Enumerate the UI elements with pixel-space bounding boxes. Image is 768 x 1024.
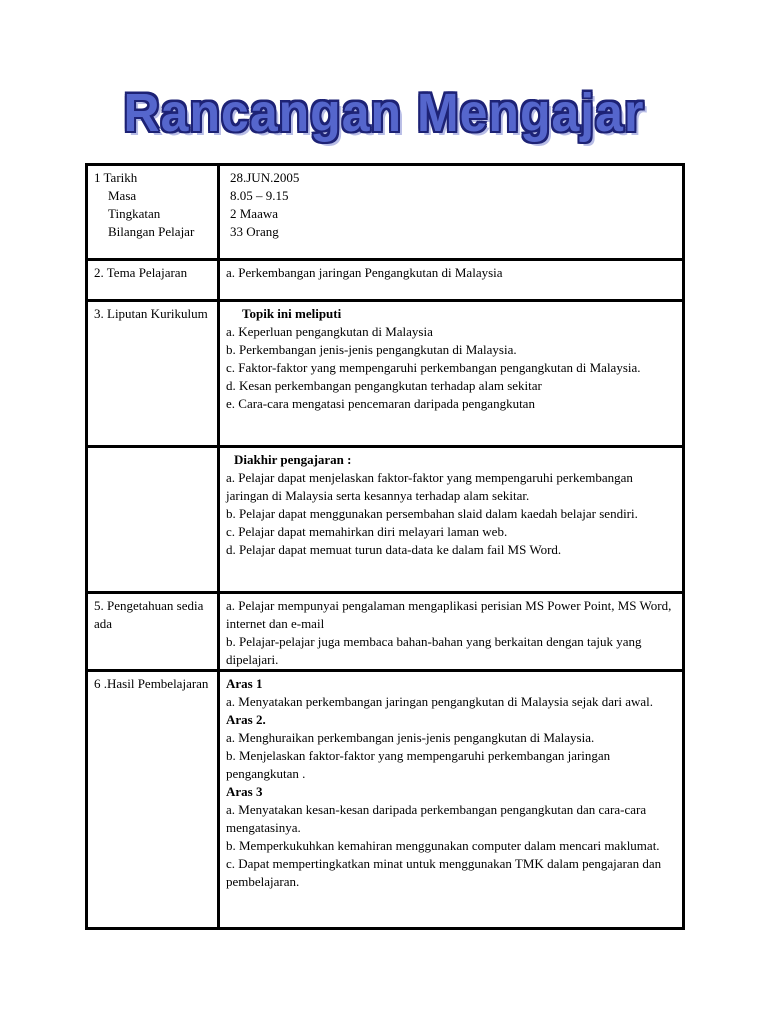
value-tingkatan: 2 Maawa <box>230 206 279 221</box>
table-row <box>87 165 684 260</box>
list-item: c. Pelajar dapat memahirkan diri melayari laman web. <box>226 524 508 539</box>
table-row <box>87 671 684 929</box>
list-item: a. Menyatakan kesan-kesan daripada perkembangan pengangkutan dan cara-cara mengatasinya. <box>226 802 647 835</box>
row-content-cell <box>219 447 684 593</box>
aras-1-heading: Aras 1 <box>226 676 263 691</box>
list-item: b. Perkembangan jenis-jenis pengangkutan di Malaysia. <box>226 342 517 357</box>
list-item: d. Pelajar dapat memuat turun data-data ke dalam fail MS Word. <box>226 542 562 557</box>
list-item: b. Menjelaskan faktor-faktor yang mempengaruhi perkembangan jaringan pengangkutan . <box>226 748 611 781</box>
table-row <box>87 593 684 671</box>
row-content-cell <box>219 165 684 260</box>
row-label-cell: 5. Pengetahuan sedia ada <box>87 593 219 671</box>
row-label-cell: 6 .Hasil Pembelajaran <box>87 671 219 929</box>
list-item: d. Kesan perkembangan pengangkutan terhadap alam sekitar <box>226 378 542 393</box>
list-item: a. Menghuraikan perkembangan jenis-jenis pengangkutan di Malaysia. <box>226 730 595 745</box>
list-item: a. Keperluan pengangkutan di Malaysia <box>226 324 433 339</box>
label-tarikh: 1 Tarikh <box>94 170 138 185</box>
list-item: a. Menyatakan perkembangan jaringan pengangkutan di Malaysia sejak dari awal. <box>226 694 654 709</box>
list-item: b. Pelajar dapat menggunakan persembahan slaid dalam kaedah belajar sendiri. <box>226 506 638 521</box>
list-item: a. Pelajar dapat menjelaskan faktor-faktor yang mempengaruhi perkembangan jaringan di Malaysia serta kesannya terhadap alam sekitar. <box>226 470 633 503</box>
list-item: c. Dapat mempertingkatkan minat untuk menggunakan TMK dalam pengajaran dan pembelajaran. <box>226 856 662 889</box>
list-item: c. Faktor-faktor yang mempengaruhi perkembangan pengangkutan di Malaysia. <box>226 360 641 375</box>
page-title: Rancangan Mengajar <box>123 82 645 143</box>
table-row <box>87 260 684 301</box>
lesson-plan-table <box>85 163 685 930</box>
label-bilangan-pelajar: Bilangan Pelajar <box>108 224 195 239</box>
row-content-cell <box>219 671 684 929</box>
row-label-cell <box>87 165 219 260</box>
row-label-cell: 3. Liputan Kurikulum <box>87 301 219 447</box>
list-item: a. Pelajar mempunyai pengalaman mengaplikasi perisian MS Power Point, MS Word, internet dan e-mail <box>226 598 672 631</box>
row-content-cell: a. Perkembangan jaringan Pengangkutan di Malaysia <box>219 260 684 301</box>
row-content-cell <box>219 593 684 671</box>
label-tingkatan: Tingkatan <box>108 206 161 221</box>
row-label-cell <box>87 447 219 593</box>
row-content-cell <box>219 301 684 447</box>
section-heading: Diakhir pengajaran : <box>234 452 352 467</box>
table-row <box>87 447 684 593</box>
value-tarikh: 28.JUN.2005 <box>230 170 300 185</box>
aras-3-heading: Aras 3 <box>226 784 263 799</box>
list-item: b. Pelajar-pelajar juga membaca bahan-bahan yang berkaitan dengan tajuk yang dipelajari. <box>226 634 642 667</box>
list-item: b. Memperkukuhkan kemahiran menggunakan computer dalam mencari maklumat. <box>226 838 660 853</box>
aras-2-heading: Aras 2. <box>226 712 266 727</box>
label-masa: Masa <box>108 188 137 203</box>
table-row <box>87 301 684 447</box>
value-bilangan-pelajar: 33 Orang <box>230 224 279 239</box>
value-masa: 8.05 – 9.15 <box>230 188 289 203</box>
section-heading: Topik ini meliputi <box>242 306 342 321</box>
list-item: e. Cara-cara mengatasi pencemaran daripada pengangkutan <box>226 396 535 411</box>
row-label-cell: 2. Tema Pelajaran <box>87 260 219 301</box>
